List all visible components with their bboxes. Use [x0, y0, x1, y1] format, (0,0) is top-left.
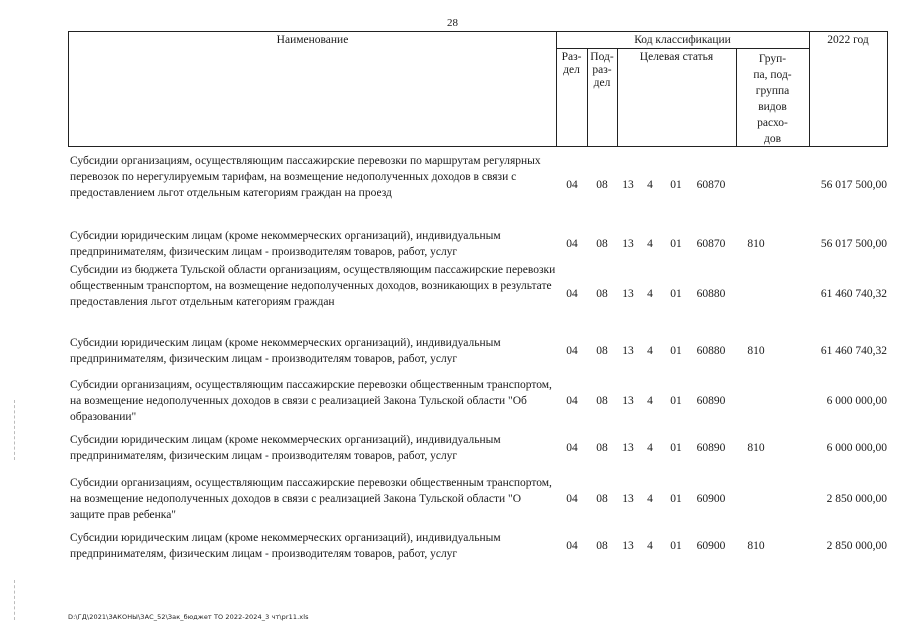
cell-cs3: 01 — [670, 540, 682, 552]
header-expense-group: Груп- па, под- группа видов расхо- дов — [753, 53, 792, 145]
table-header — [68, 31, 888, 147]
margin-mark — [14, 400, 15, 460]
cell-cs2: 4 — [647, 288, 653, 300]
cell-cs2: 4 — [647, 540, 653, 552]
row-name: Субсидии юридическим лицам (кроме некоммерческих организаций), индивидуальным предпринимателям, физическим лицам - производителям товаров, работ, услуг — [70, 337, 501, 365]
cell-cs4: 60890 — [696, 395, 726, 407]
cell-razdel: 04 — [566, 238, 578, 250]
cell-cs1: 13 — [622, 540, 634, 552]
cell-cs3: 01 — [670, 238, 682, 250]
table-row — [0, 154, 905, 218]
margin-mark — [14, 580, 15, 620]
cell-razdel: 04 — [566, 540, 578, 552]
cell-amount: 61 460 740,32 — [820, 345, 887, 357]
cell-cs2: 4 — [647, 442, 653, 454]
header-classification: Код классификации — [634, 34, 731, 46]
cell-cs2: 4 — [647, 238, 653, 250]
table-row — [0, 336, 905, 368]
cell-amount: 6 000 000,00 — [826, 395, 887, 407]
cell-cs3: 01 — [670, 493, 682, 505]
cell-razdel: 04 — [566, 288, 578, 300]
cell-cs1: 13 — [622, 442, 634, 454]
cell-cs4: 60900 — [696, 493, 726, 505]
cell-vr: 810 — [747, 540, 765, 552]
cell-podrazdel: 08 — [596, 238, 608, 250]
row-name: Субсидии юридическим лицам (кроме некоммерческих организаций), индивидуальным предпринимателям, физическим лицам - производителям товаров, работ, услуг — [70, 230, 501, 258]
table-row — [0, 378, 905, 426]
cell-amount: 56 017 500,00 — [820, 238, 887, 250]
row-name: Субсидии юридическим лицам (кроме некоммерческих организаций), индивидуальным предпринимателям, физическим лицам - производителям товаров, работ, услуг — [70, 532, 501, 560]
cell-podrazdel: 08 — [596, 493, 608, 505]
cell-podrazdel: 08 — [596, 345, 608, 357]
cell-razdel: 04 — [566, 395, 578, 407]
cell-cs3: 01 — [670, 395, 682, 407]
row-divider — [556, 48, 809, 49]
cell-podrazdel: 08 — [596, 540, 608, 552]
cell-cs3: 01 — [670, 442, 682, 454]
header-year: 2022 год — [827, 34, 869, 46]
cell-cs3: 01 — [670, 179, 682, 191]
col-divider — [809, 32, 810, 146]
cell-cs3: 01 — [670, 288, 682, 300]
cell-podrazdel: 08 — [596, 442, 608, 454]
header-subsection: Под- раз- дел — [590, 51, 614, 89]
cell-cs1: 13 — [622, 493, 634, 505]
cell-cs1: 13 — [622, 395, 634, 407]
cell-podrazdel: 08 — [596, 179, 608, 191]
row-name: Субсидии организациям, осуществляющим пассажирские перевозки общественным транспортом, на возмещение недополученных доходов в связи с реализацией Закона Тульской области "О защите прав ребенка" — [70, 477, 552, 521]
row-name: Субсидии из бюджета Тульской области организациям, осуществляющим пассажирские перевозки общественным транспортом, на возмещение недополученных доходов, возникающих в результате предоставления льгот отдельным категориям граждан — [70, 264, 556, 308]
table-row — [0, 263, 905, 327]
header-section: Раз- дел — [561, 51, 582, 76]
cell-cs4: 60870 — [696, 179, 726, 191]
cell-podrazdel: 08 — [596, 288, 608, 300]
table-row — [0, 531, 905, 563]
cell-vr: 810 — [747, 238, 765, 250]
file-path: D:\ГД\2021\ЗАКОНЫ\ЗАС_52\Зак_бюджет ТО 2022-2024_3 чт\pr11.xls — [68, 613, 309, 621]
cell-cs4: 60880 — [696, 345, 726, 357]
cell-razdel: 04 — [566, 493, 578, 505]
cell-cs4: 60890 — [696, 442, 726, 454]
table-row — [0, 229, 905, 261]
header-target-article: Целевая статья — [639, 51, 714, 63]
cell-razdel: 04 — [566, 179, 578, 191]
cell-amount: 56 017 500,00 — [820, 179, 887, 191]
page-number: 28 — [447, 17, 458, 29]
col-divider — [556, 32, 557, 146]
row-name: Субсидии организациям, осуществляющим пассажирские перевозки общественным транспортом, на возмещение недополученных доходов в связи с реализацией Закона Тульской области "Об образовании" — [70, 379, 552, 423]
cell-cs2: 4 — [647, 493, 653, 505]
cell-podrazdel: 08 — [596, 395, 608, 407]
cell-cs1: 13 — [622, 238, 634, 250]
cell-cs2: 4 — [647, 395, 653, 407]
row-name: Субсидии организациям, осуществляющим пассажирские перевозки по маршрутам регулярных перевозок по нерегулируемым тарифам, на возмещение недополученных доходов в связи с предоставлением льгот отдельным категориям граждан на проезд — [70, 155, 541, 199]
cell-cs4: 60900 — [696, 540, 726, 552]
header-name: Наименование — [276, 34, 349, 46]
cell-cs2: 4 — [647, 179, 653, 191]
cell-cs1: 13 — [622, 288, 634, 300]
cell-amount: 6 000 000,00 — [826, 442, 887, 454]
cell-amount: 61 460 740,32 — [820, 288, 887, 300]
cell-amount: 2 850 000,00 — [826, 540, 887, 552]
table-row — [0, 476, 905, 524]
cell-vr: 810 — [747, 442, 765, 454]
cell-razdel: 04 — [566, 442, 578, 454]
cell-razdel: 04 — [566, 345, 578, 357]
cell-cs4: 60870 — [696, 238, 726, 250]
cell-cs4: 60880 — [696, 288, 726, 300]
table-row — [0, 433, 905, 465]
cell-amount: 2 850 000,00 — [826, 493, 887, 505]
cell-cs1: 13 — [622, 179, 634, 191]
cell-vr: 810 — [747, 345, 765, 357]
cell-cs2: 4 — [647, 345, 653, 357]
row-name: Субсидии юридическим лицам (кроме некоммерческих организаций), индивидуальным предпринимателям, физическим лицам - производителям товаров, работ, услуг — [70, 434, 501, 462]
cell-cs1: 13 — [622, 345, 634, 357]
cell-cs3: 01 — [670, 345, 682, 357]
